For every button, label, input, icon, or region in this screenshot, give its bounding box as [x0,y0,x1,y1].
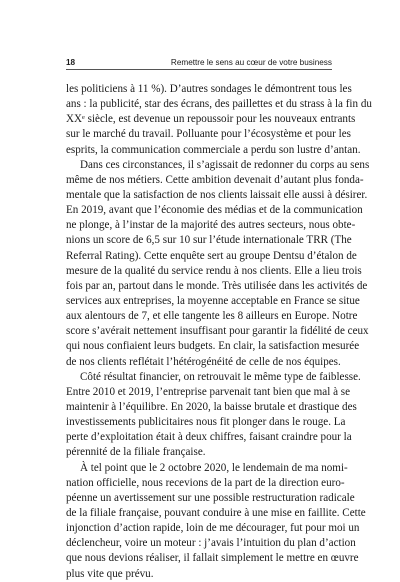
text-line: score s’avérait nettement insuffisant pour garantir la fidélité de ceux [66,325,369,338]
text-line: pérennité de la filiale française. [66,446,206,459]
text-line: En 2019, avant que l’économie des médias et de la communication [66,204,363,217]
text-line: services aux entreprises, la moyenne acceptable en France se situe [66,294,360,307]
text-line: XXᵉ siècle, est devenue un repoussoir pour les nouveaux entrants [66,113,356,126]
paragraph-2 [66,158,370,370]
body-text [66,82,372,582]
text-line: péenne un avertissement sur une possible restructuration radicale [66,491,355,504]
text-line: ans : la publicité, star des écrans, des paillettes et du strass à la fin du [66,98,372,111]
text-line: mesure de la qualité du service rendu à nos clients. Elle a lieu trois [66,264,362,277]
text-line: maintenir à l’équilibre. En 2020, la baisse brutale et drastique des [66,400,357,413]
text-line: sur le marché du travail. Polluante pour l’écosystème et pour les [66,128,351,141]
text-line: injonction d’action rapide, loin de me décourager, fut pour moi un [66,522,360,535]
text-line: aux alentours de 7, et elle tangente les 8 ailleurs en Europe. Notre [66,310,358,323]
text-line: de nos clients reflétait l’hétérogénéité de celle de nos équipes. [66,355,341,368]
text-line: nions un score de 6,5 sur 10 sur l’étude internationale TRR (The [66,234,352,247]
running-title: Remettre le sens au cœur de votre business [170,58,332,67]
text-line: Côté résultat financier, on retrouvait le même type de faiblesse. [80,370,361,383]
paragraph-4 [66,461,366,582]
text-line: ne plonge, à l’instar de la majorité des autres secteurs, nous obte- [66,219,356,232]
text-line: esprits, la communication commerciale a perdu son lustre d’antan. [66,143,361,156]
text-line: perte d’exploitation était à deux chiffres, faisant craindre pour la [66,431,352,444]
text-line: Entre 2010 et 2019, l’entreprise parvenait tant bien que mal à se [66,385,351,398]
text-line: À tel point que le 2 octobre 2020, le lendemain de ma nomi- [80,461,348,474]
page-header [66,56,332,70]
text-line: que nous devions réaliser, il fallait simplement le mettre en œuvre [66,552,359,565]
text-line: de la filiale française, pouvant conduire à une mise en faillite. Cette [66,506,366,519]
page-number: 18 [66,58,76,67]
text-line: fois par an, partout dans le monde. Très utilisée dans les activités de [66,279,368,292]
text-line: déclencheur, voire un moteur : j’avais l’intuition du plan d’action [66,537,356,550]
text-line: investissements publicitaires nous fit plonger dans le rouge. La [66,416,346,429]
text-line: Dans ces circonstances, il s’agissait de redonner du corps au sens [80,158,370,171]
text-line: les politiciens à 11 %). D’autres sondages le démontrent tous les [66,83,352,95]
paragraph-3 [66,370,361,461]
text-line: Referral Rating). Cette enquête sert au groupe Dentsu d’étalon de [66,249,357,262]
text-line: même de nos métiers. Cette ambition devenait d’autant plus fonda- [66,173,364,186]
header-rule [66,69,332,70]
text-line: mentale que la satisfaction de nos clients laissait elle aussi à désirer. [66,188,368,201]
paragraph-1 [66,82,372,158]
text-line: plus vite que prévu. [66,567,154,580]
text-line: nation officielle, nous recevions de la part de la direction euro- [66,476,345,489]
text-line: qui nous confiaient leurs budgets. En clair, la satisfaction mesurée [66,340,360,353]
